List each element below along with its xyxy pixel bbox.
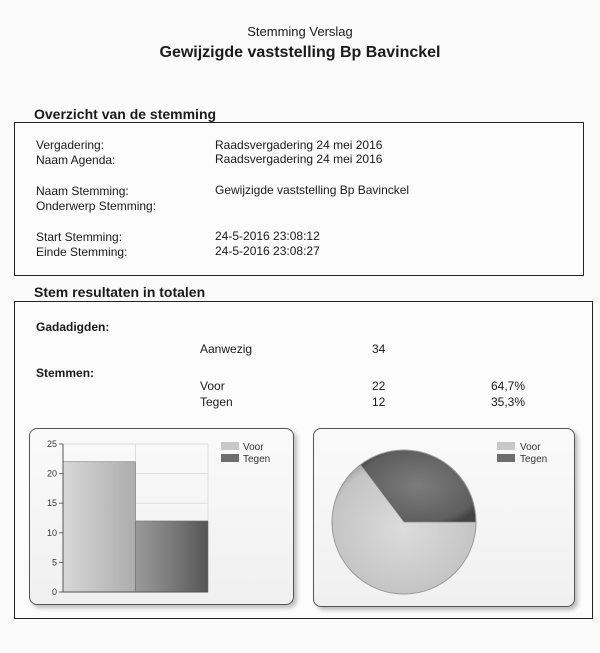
vote-name-label: Naam Stemming:	[36, 184, 129, 198]
y-tick-label: 5	[51, 557, 57, 568]
present-label: Aanwezig	[200, 342, 253, 356]
legend-swatch-voor	[221, 442, 239, 450]
bar-voor	[63, 462, 136, 592]
pie-chart-panel	[313, 428, 575, 607]
voor-percent: 64,7%	[491, 379, 526, 393]
start-label: Start Stemming:	[36, 230, 123, 244]
y-tick-label: 20	[46, 468, 57, 479]
bar-chart-panel	[29, 428, 294, 605]
results-heading: Stem resultaten in totalen	[34, 284, 206, 300]
meeting-value: Raadsvergadering 24 mei 2016	[215, 138, 383, 152]
voor-label: Voor	[200, 379, 225, 393]
legend-label-tegen: Tegen	[520, 454, 548, 465]
report-title: Gewijzigde vaststelling Bp Bavinckel	[159, 44, 441, 61]
tegen-label: Tegen	[200, 395, 233, 409]
pie-chart	[314, 429, 574, 606]
tegen-percent: 35,3%	[491, 395, 526, 409]
vote-name-value: Gewijzigde vaststelling Bp Bavinckel	[215, 183, 410, 197]
legend-swatch-tegen	[221, 454, 239, 462]
tegen-count: 12	[372, 395, 386, 409]
report-kind: Stemming Verslag	[247, 24, 353, 39]
legend-swatch-tegen	[497, 454, 515, 462]
votes-label: Stemmen:	[36, 366, 95, 380]
bar-chart	[30, 429, 293, 604]
present-count: 34	[372, 342, 386, 356]
end-value: 24-5-2016 23:08:27	[215, 244, 320, 258]
meeting-label: Vergadering:	[36, 138, 105, 152]
start-value: 24-5-2016 23:08:12	[215, 229, 320, 243]
y-tick-label: 10	[46, 527, 57, 538]
overview-heading: Overzicht van de stemming	[34, 106, 217, 122]
y-tick-label: 15	[46, 498, 57, 509]
legend-label-tegen: Tegen	[243, 454, 271, 465]
agenda-name-value: Raadsvergadering 24 mei 2016	[215, 152, 383, 166]
vote-subject-label: Onderwerp Stemming:	[36, 199, 157, 213]
y-tick-label: 0	[51, 587, 57, 597]
bar-tegen	[136, 521, 209, 592]
eligible-label: Gadadigden:	[36, 320, 110, 334]
legend-label-voor: Voor	[520, 442, 541, 453]
legend-swatch-voor	[497, 442, 515, 450]
legend-label-voor: Voor	[243, 442, 264, 453]
agenda-name-label: Naam Agenda:	[36, 153, 116, 167]
y-tick-label: 25	[46, 439, 57, 449]
end-label: Einde Stemming:	[36, 245, 128, 259]
voor-count: 22	[372, 379, 386, 393]
